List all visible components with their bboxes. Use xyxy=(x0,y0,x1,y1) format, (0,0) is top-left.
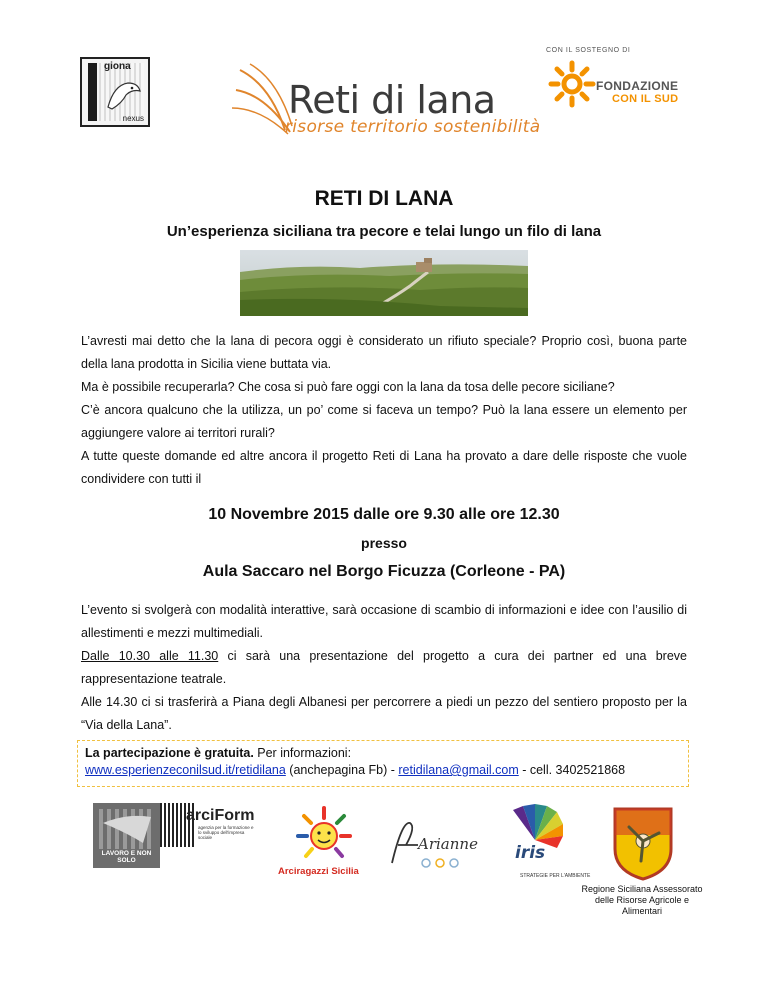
event-date: 10 Novembre 2015 dalle ore 9.30 alle ore 12.30 xyxy=(208,506,560,523)
schedule-time: Dalle 10.30 alle 11.30 xyxy=(81,649,219,663)
reti-di-lana-logo-subtitle: risorse territorio sostenibilità xyxy=(285,117,541,137)
lavoro-e-non-solo-logo xyxy=(93,803,160,868)
lavoro-label: LAVORO E NON SOLO xyxy=(101,850,152,864)
details-paragraph xyxy=(81,645,687,691)
schedule-text: ci sarà una presentazione del progetto a cura dei partner ed una breve rappresentazione teatrale. xyxy=(81,649,687,686)
intro-text xyxy=(81,330,687,491)
fb-text: (anchepagina Fb) - xyxy=(285,763,399,777)
arciragazzi-label: Arciragazzi Sicilia xyxy=(278,866,359,877)
details-text xyxy=(81,599,687,737)
details-paragraph: L’evento si svolgerà con modalità interattive, sarà occasione di scambio di informazioni e idee con l’ausilio di allestimenti e mezzi multimediali. xyxy=(81,603,687,640)
info-box xyxy=(77,740,689,787)
iris-tagline: STRATEGIE PER L'AMBIENTE xyxy=(520,873,591,879)
giona-nexus-logo xyxy=(80,57,150,127)
intro-paragraph: A tutte queste domande ed altre ancora il progetto Reti di Lana ha provato a dare delle risposte che vuole condividere con tutti il xyxy=(81,449,687,486)
intro-paragraph: L’avresti mai detto che la lana di pecora oggi è considerato un rifiuto speciale? Proprio così, buona parte della lana prodotta in Sicilia viene buttata via. xyxy=(81,334,687,371)
phone-text: - cell. 3402521868 xyxy=(518,763,626,777)
info-free: La partecipazione è gratuita. xyxy=(85,746,254,760)
landscape-photo xyxy=(240,250,528,316)
intro-paragraph: Ma è possibile recuperarla? Che cosa si può fare oggi con la lana da tosa delle pecore siciliane? xyxy=(81,380,615,394)
fondazione-name-sud: CON IL SUD xyxy=(612,93,679,105)
iris-text: iris xyxy=(515,843,546,863)
intro-paragraph: C’è ancora qualcuno che la utilizza, un po’ come si faceva un tempo? Può la lana essere un elemento per aggiungere valore ai territori rurali? xyxy=(81,403,687,440)
fondazione-name: FONDAZIONE xyxy=(596,79,679,93)
arianne-logo xyxy=(388,815,484,871)
event-presso: presso xyxy=(361,535,407,551)
fondazione-caption: CON IL SOSTEGNO DI xyxy=(546,47,631,54)
bird-icon xyxy=(104,77,144,113)
iris-logo xyxy=(505,802,565,872)
giona-logo-text: giona xyxy=(104,61,131,72)
arianne-text: Arianne xyxy=(418,835,478,853)
arciform-name: arciForm xyxy=(186,807,255,824)
info-line xyxy=(85,745,681,762)
arciform-logo xyxy=(160,803,260,847)
page-subtitle: Un’esperienza siciliana tra pecore e telai lungo un filo di lana xyxy=(166,223,602,240)
regione-siciliana-crest xyxy=(611,805,675,881)
page-title: RETI DI LANA xyxy=(314,187,454,210)
info-text: Per informazioni: xyxy=(253,746,352,760)
details-paragraph: Alle 14.30 ci si trasferirà a Piana degli Albanesi per percorrere a piedi un pezzo del sentiero proposto per la “Via della Lana”. xyxy=(81,695,687,732)
reti-di-lana-logo-title: Reti di lana xyxy=(288,78,496,122)
arciform-desc: agenzia per la formazione e lo sviluppo dell'impresa sociale xyxy=(198,825,254,840)
email-link[interactable]: retidilana@gmail.com xyxy=(398,763,519,777)
regione-siciliana-label: Regione Siciliana Assessorato delle Risorse Agricole e Alimentari xyxy=(581,884,703,916)
sicily-map-icon xyxy=(93,803,160,853)
fondazione-sun-icon xyxy=(548,60,596,108)
info-contacts xyxy=(85,762,681,779)
arciragazzi-sun-icon xyxy=(296,806,352,866)
nexus-logo-text: nexus xyxy=(122,114,144,123)
event-place: Aula Saccaro nel Borgo Ficuzza (Corleone - PA) xyxy=(202,563,566,580)
website-link[interactable]: www.esperienzeconilsud.it/retidilana xyxy=(85,763,286,777)
